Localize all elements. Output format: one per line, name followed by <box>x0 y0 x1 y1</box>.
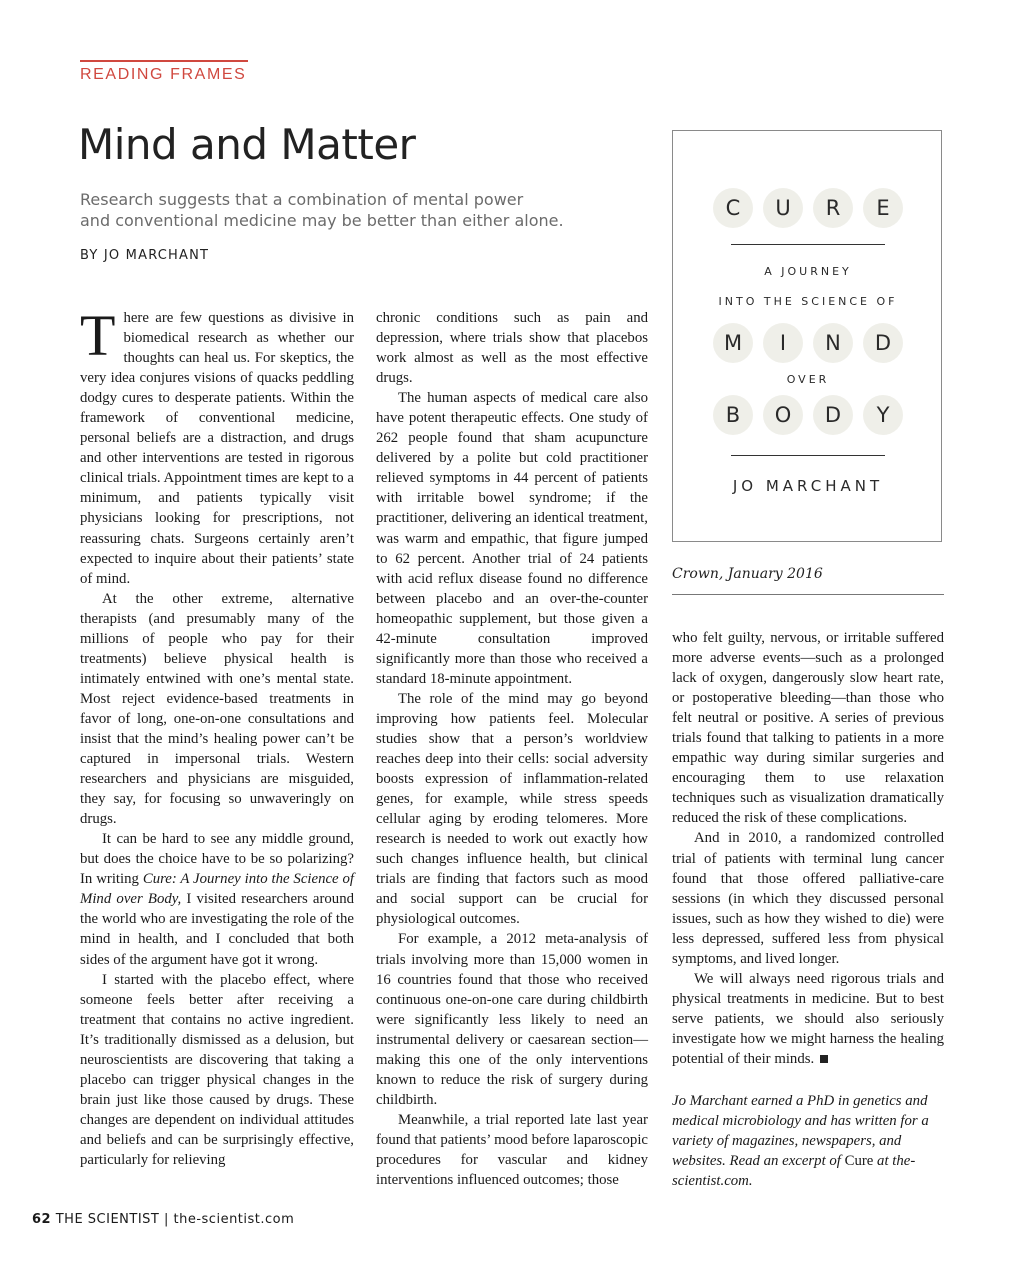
paragraph: The human aspects of medical care also have potent therapeutic effects. One study of 262 people found that sham acupuncture delivered by a polite but cold practitioner relieved symptoms in 44 percent of patients with irritable bowel syndrome; if the practitioner, delivering an identical treatment, was warm and empathic, that figure jumped to 62 percent. Another trial of 24 patients with acid reflux disease found no difference between placebo and an over-the-counter homeopathic supplement, but those given a 42-minute consultation improved significantly more than those who received a standard 18-minute appointment. <box>376 390 648 687</box>
paragraph: And in 2010, a randomized controlled trial of patients with terminal lung cancer found that those offered palliative-care sessions (in which they discussed personal issues, such as how they wished to die) were less depressed, suffered less from physical symptoms, and lived longer. <box>672 830 944 967</box>
cover-subtitle-line: A JOURNEY <box>764 265 852 278</box>
cover-row-cure <box>713 188 903 228</box>
author-bio <box>672 1091 944 1191</box>
cover-letter: D <box>863 323 903 363</box>
paragraph-text: I visited researchers around the world who are investigating the role of the mind in health, and I concluded that both sides of the argument have got it wrong. <box>80 891 354 968</box>
cover-subtitle-line: OVER <box>786 373 830 386</box>
cover-letter: U <box>763 188 803 228</box>
cover-letter: E <box>863 188 903 228</box>
cover-author: JO MARCHANT <box>732 477 884 495</box>
section-rule <box>80 60 248 62</box>
paragraph <box>80 829 354 969</box>
cover-row-body <box>713 395 903 435</box>
footer-publication: THE SCIENTIST | the-scientist.com <box>55 1212 295 1227</box>
bio-text: at the-scientist.com. <box>672 1153 916 1190</box>
cover-divider <box>731 244 885 245</box>
end-mark-icon <box>820 1055 828 1063</box>
cover-letter: B <box>713 395 753 435</box>
paragraph: I started with the placebo effect, where someone feels better after receiving a treatment that contains no active ingredient. It’s traditionally dismissed as a delusion, but neuroscientists are discovering that taking a placebo can trigger physical changes in the brain just like those caused by drugs. These changes are dependent on individual attitudes and beliefs and can be surprisingly effective, particularly for relieving <box>80 971 354 1168</box>
cover-letter: C <box>713 188 753 228</box>
section-label: READING FRAMES <box>80 66 247 83</box>
byline: BY JO MARCHANT <box>80 248 210 263</box>
body-column-2 <box>376 308 648 1190</box>
book-title-ref: Cure: A Journey into the Science of Mind over Body, <box>80 871 354 908</box>
paragraph <box>672 969 944 1069</box>
cover-letter: O <box>763 395 803 435</box>
cover-divider <box>731 455 885 456</box>
bio-book-title: Cure <box>844 1153 874 1170</box>
paragraph: For example, a 2012 meta-analysis of trials involving more than 15,000 women in 16 countries found that those who received continuous one-on-one care during childbirth were significantly less likely to need an instrumental delivery or caesarean section—making this one of the only interventions known to reduce the risk of surgery during childbirth. <box>376 931 648 1108</box>
cover-letter: Y <box>863 395 903 435</box>
cover-letter: R <box>813 188 853 228</box>
cover-letter: I <box>763 323 803 363</box>
caption-rule <box>672 594 944 595</box>
paragraph-text: We will always need rigorous trials and physical treatments in medicine. But to best serve patients, we should also seriously investigate how we might harness the healing potential of their minds. <box>672 970 944 1067</box>
cover-subtitle-line: INTO THE SCIENCE OF <box>718 295 898 308</box>
article-dek <box>80 189 620 231</box>
paragraph-text: here are few questions as divisive in biomedical research as whether our thoughts can heal us. For skeptics, the very idea conjures visions of quacks peddling dodgy cures to desperate patients. Within the framework of conventional medicine, personal beliefs are a distraction, and drugs and other interventions are tested in rigorous clinical trials. Appointment times are kept to a minimum, and patients typically visit physicians looking for prescriptions, not reassuring chats. Surgeons certainly aren’t expected to inquire about their patients’ state of mind. <box>80 310 354 587</box>
paragraph: At the other extreme, alternative therapists (and presumably many of the millions of people who pay for their treatments) believe physical health is intimately entwined with one’s mental state. Most reject evidence-based treatments in favor of long, one-on-one consultations and insist that the mind’s healing power can’t be captured in impersonal trials. Western researchers and physicians are misguided, they say, for focusing so unwaveringly on drugs. <box>80 590 354 828</box>
drop-cap: T <box>80 303 116 368</box>
page-number: 62 <box>32 1212 52 1227</box>
paragraph-text: It can be hard to see any middle ground, but does the choice have to be so polarizing? In writing <box>80 831 354 888</box>
page-footer <box>32 1212 294 1227</box>
paragraph: Meanwhile, a trial reported late last year found that patients’ mood before laparoscopic procedures for vascular and kidney interventions influenced outcomes; those <box>376 1111 648 1189</box>
dek-line: and conventional medicine may be better than either alone. <box>80 211 564 230</box>
bio-text: Jo Marchant earned a PhD in genetics and medical microbiology and has written for a variety of magazines, newspapers, and websites. Read an excerpt of <box>672 1093 929 1170</box>
cover-caption: Crown, January 2016 <box>672 566 823 582</box>
body-column-1 <box>80 303 354 1170</box>
paragraph: chronic conditions such as pain and depression, where trials show that placebos work almost as well as the most effective drugs. <box>376 310 648 387</box>
dek-line: Research suggests that a combination of mental power <box>80 190 524 209</box>
paragraph: The role of the mind may go beyond improving how patients feel. Molecular studies show that a person’s worldview reaches deep into their cells: social adversity boosts expression of inflammation-related genes, for example, while stress speeds cellular aging by eroding telomeres. More research is needed to work out exactly how such changes influence health, but clinical trials are finding that factors such as mood and social support can be crucial for physiological outcomes. <box>376 690 648 928</box>
cover-letter: N <box>813 323 853 363</box>
body-column-3 <box>672 628 944 1191</box>
cover-letter: M <box>713 323 753 363</box>
book-cover <box>672 130 942 542</box>
cover-letter: D <box>813 395 853 435</box>
paragraph: who felt guilty, nervous, or irritable suffered more adverse events—such as a prolonged lack of oxygen, dangerously slow heart rate, or postoperative bleeding—than those who felt neutral or positive. A series of previous trials found that talking to patients in a more empathic way during similar surgeries and encouraging them to use relaxation techniques such as visualization dramatically reduced the risk of these complications. <box>672 630 944 827</box>
paragraph <box>80 303 354 589</box>
cover-row-mind <box>713 323 903 363</box>
article-title: Mind and Matter <box>78 120 416 169</box>
